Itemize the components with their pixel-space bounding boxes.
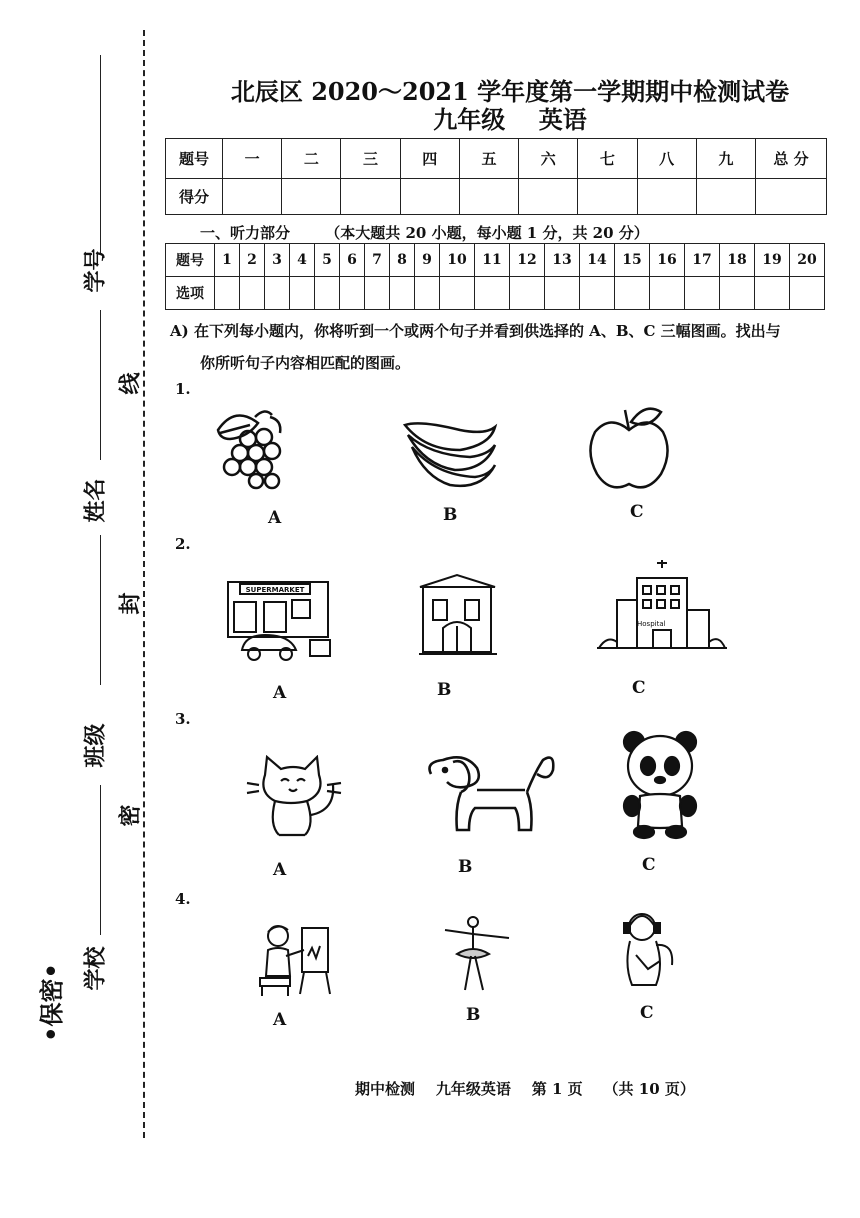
binding-dashed-line: [143, 30, 145, 1138]
option-label[interactable]: A: [273, 1010, 287, 1030]
answer-number: 10: [440, 244, 475, 277]
child-drawing-icon: [250, 920, 335, 1000]
bank-building-icon: [415, 572, 500, 657]
answer-cell[interactable]: [755, 277, 790, 310]
score-col: 二: [282, 139, 341, 179]
name-label: 姓名: [82, 478, 109, 523]
answer-cell[interactable]: [545, 277, 580, 310]
question-number: 1.: [175, 380, 191, 398]
answer-number: 5: [315, 244, 340, 277]
option-label[interactable]: C: [630, 502, 644, 522]
answer-number: 16: [650, 244, 685, 277]
ballet-dancer-icon: [435, 912, 515, 997]
school-line: [100, 785, 101, 935]
answer-number: 9: [415, 244, 440, 277]
question-number: 2.: [175, 535, 191, 553]
instruction-line2: 你所听句子内容相匹配的图画。: [200, 354, 411, 372]
option-label[interactable]: B: [458, 857, 473, 877]
score-table-score-label: 得分: [166, 179, 223, 215]
confidential-label: •保密•: [36, 963, 66, 1042]
answer-number: 20: [790, 244, 825, 277]
option-label[interactable]: A: [273, 683, 287, 703]
score-cell[interactable]: [459, 179, 518, 215]
answer-table: [165, 243, 825, 310]
section-note: （本大题共 20 小题，每小题 1 分，共 20 分）: [325, 224, 649, 242]
answer-number: 6: [340, 244, 365, 277]
section-title: 一、听力部分: [200, 224, 291, 242]
question-number: 3.: [175, 710, 191, 728]
answer-number: 11: [475, 244, 510, 277]
answer-cell[interactable]: [650, 277, 685, 310]
option-label[interactable]: A: [268, 508, 282, 528]
option-label[interactable]: C: [642, 855, 656, 875]
answer-cell[interactable]: [615, 277, 650, 310]
bananas-icon: [400, 415, 500, 490]
answer-cell[interactable]: [365, 277, 390, 310]
score-cell[interactable]: [223, 179, 282, 215]
score-col: 三: [341, 139, 400, 179]
answer-table-option-label: 选项: [166, 277, 215, 310]
score-cell[interactable]: [400, 179, 459, 215]
score-col: 八: [637, 139, 696, 179]
score-col-total: 总 分: [756, 139, 827, 179]
score-cell[interactable]: [756, 179, 827, 215]
option-label[interactable]: A: [273, 860, 287, 880]
name-line: [100, 310, 101, 460]
line-mark: 线: [117, 372, 144, 395]
page-title: 北辰区 2020～2021 学年度第一学期期中检测试卷: [230, 77, 790, 106]
score-cell[interactable]: [637, 179, 696, 215]
answer-cell[interactable]: [290, 277, 315, 310]
answer-number: 8: [390, 244, 415, 277]
option-label[interactable]: B: [466, 1005, 481, 1025]
answer-number: 13: [545, 244, 580, 277]
score-col: 四: [400, 139, 459, 179]
answer-cell[interactable]: [580, 277, 615, 310]
panda-icon: [620, 728, 700, 840]
answer-number: 7: [365, 244, 390, 277]
answer-cell[interactable]: [340, 277, 365, 310]
instruction-line1: A) 在下列每小题内，你将听到一个或两个句子并看到供选择的 A、B、C 三幅图画。找出与: [170, 322, 781, 340]
section-heading: [200, 222, 649, 243]
score-col: 一: [223, 139, 282, 179]
answer-cell[interactable]: [415, 277, 440, 310]
class-label: 班级: [82, 723, 109, 768]
answer-cell[interactable]: [510, 277, 545, 310]
answer-number: 15: [615, 244, 650, 277]
student-no-line: [100, 55, 101, 255]
score-cell[interactable]: [341, 179, 400, 215]
score-cell[interactable]: [282, 179, 341, 215]
score-col: 五: [459, 139, 518, 179]
option-label[interactable]: C: [632, 678, 646, 698]
grapes-icon: [210, 405, 300, 495]
answer-number: 2: [240, 244, 265, 277]
apple-icon: [585, 402, 675, 494]
answer-cell[interactable]: [315, 277, 340, 310]
answer-cell[interactable]: [215, 277, 240, 310]
page-footer: 期中检测 九年级英语 第 1 页 （共 10 页）: [355, 1080, 695, 1098]
answer-number: 17: [685, 244, 720, 277]
student-no-label: 学号: [82, 248, 109, 293]
answer-cell[interactable]: [790, 277, 825, 310]
score-table-header-label: 题号: [166, 139, 223, 179]
score-table: [165, 138, 827, 215]
score-cell[interactable]: [519, 179, 578, 215]
answer-cell[interactable]: [240, 277, 265, 310]
score-col: 九: [696, 139, 755, 179]
answer-number: 12: [510, 244, 545, 277]
answer-cell[interactable]: [475, 277, 510, 310]
answer-cell[interactable]: [685, 277, 720, 310]
answer-cell[interactable]: [720, 277, 755, 310]
girl-listening-music-icon: [612, 905, 682, 1000]
answer-number: 14: [580, 244, 615, 277]
question-number: 4.: [175, 890, 191, 908]
seal-mark: 封: [117, 592, 144, 615]
answer-number: 18: [720, 244, 755, 277]
school-label: 学校: [82, 946, 109, 991]
page-subtitle: 九年级 英语: [433, 105, 587, 134]
cat-icon: [245, 755, 345, 840]
supermarket-sign: SUPERMARKET: [245, 586, 305, 594]
option-label[interactable]: C: [640, 1003, 654, 1023]
option-label[interactable]: B: [437, 680, 452, 700]
answer-number: 3: [265, 244, 290, 277]
score-cell[interactable]: [696, 179, 755, 215]
answer-number: 4: [290, 244, 315, 277]
dog-icon: [425, 752, 560, 837]
class-line: [100, 535, 101, 685]
score-col: 六: [519, 139, 578, 179]
hospital-icon: [597, 560, 727, 652]
score-cell[interactable]: [578, 179, 637, 215]
hospital-sign: Hospital: [637, 620, 666, 628]
answer-cell[interactable]: [440, 277, 475, 310]
answer-cell[interactable]: [390, 277, 415, 310]
answer-cell[interactable]: [265, 277, 290, 310]
answer-table-number-label: 题号: [166, 244, 215, 277]
answer-number: 1: [215, 244, 240, 277]
option-label[interactable]: B: [443, 505, 458, 525]
answer-number: 19: [755, 244, 790, 277]
secret-mark: 密: [117, 804, 144, 827]
score-col: 七: [578, 139, 637, 179]
supermarket-icon: [220, 570, 338, 665]
